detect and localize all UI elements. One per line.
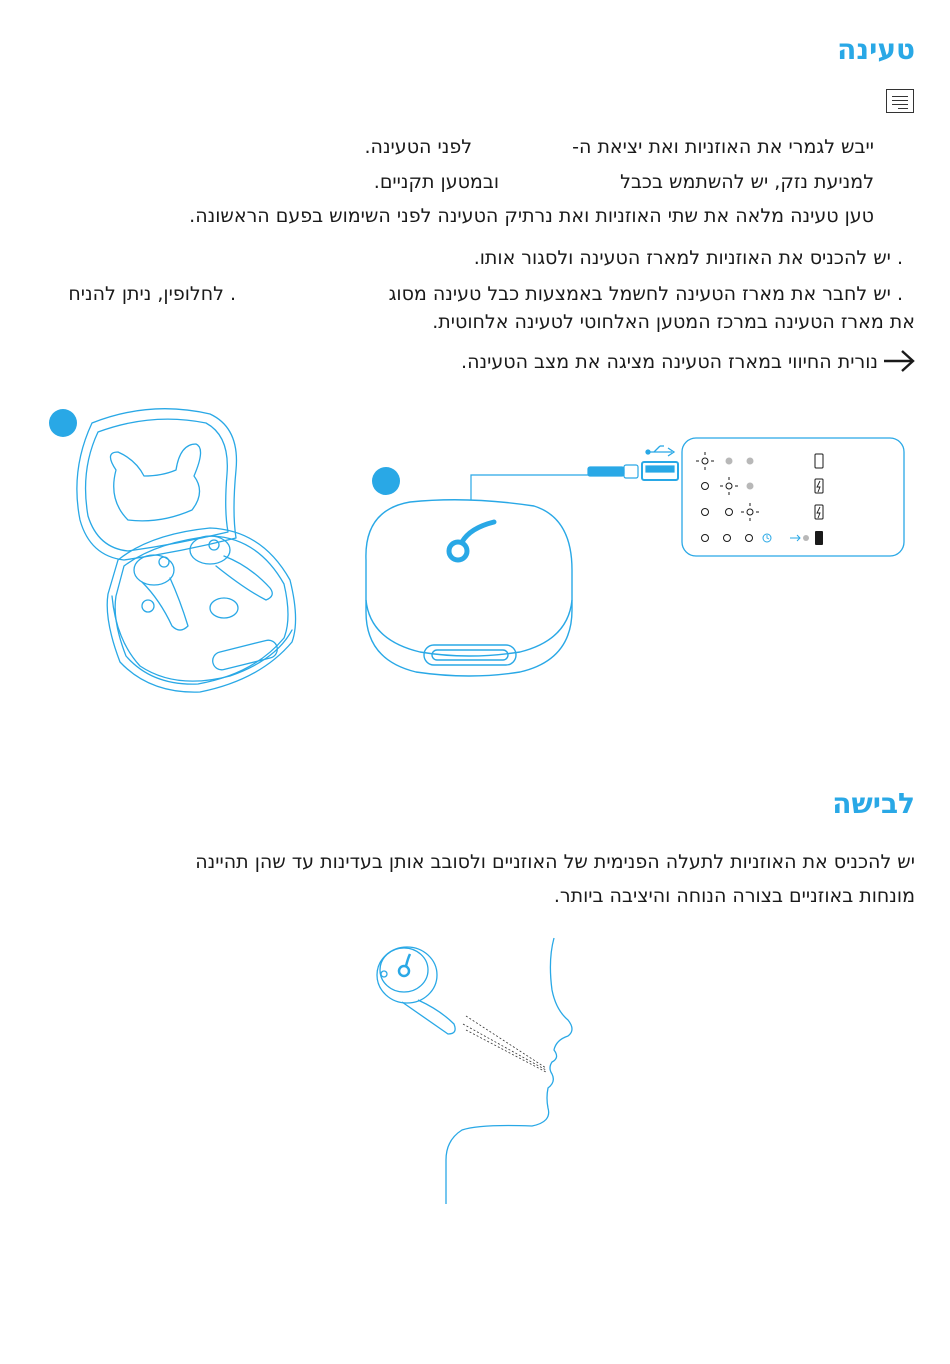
- wearing-line-1: יש להכניס את האוזניות לתעלה הפנימית של האוזניים ולסובב אותן בעדינות עד שהן תהיינה: [195, 851, 915, 873]
- charging-step-2: . יש לחבר את מארז הטעינה לחשמל באמצעות כבל טעינה מסוג: [388, 283, 903, 305]
- led-row-1: [696, 452, 823, 470]
- charging-line-damage: למניעת נזק, יש להשתמש בכבל: [620, 171, 874, 193]
- charging-line-dry-end: לפני הטעינה.: [364, 136, 472, 158]
- charging-step-2-alt: . לחלופין, ניתן להניח: [68, 283, 236, 305]
- charging-line-damage-end: ובמטען תקניים.: [373, 171, 499, 193]
- clock-icon: [763, 534, 771, 542]
- earbud-left: [134, 555, 188, 630]
- case-lid: [77, 409, 237, 560]
- charging-heading: טעינה: [837, 33, 915, 66]
- usb-icon: [646, 446, 674, 456]
- ear-direction-lines: [463, 1016, 546, 1072]
- case-body: [107, 528, 295, 692]
- led-row-4: [702, 531, 824, 545]
- charging-step-2-cont: את מארז הטעינה במרכז המטען האלחוטי לטעינה אלחוטית.: [432, 311, 915, 333]
- wearing-heading: לבישה: [832, 787, 915, 820]
- led-row-3: [702, 503, 824, 521]
- wearing-earbud: [377, 947, 455, 1034]
- led-row-2: [702, 477, 824, 495]
- closed-case: [366, 500, 572, 676]
- charging-line-first-use: טען טעינה מלאה את שתי האוזניות ואת נרתיק הטעינה לפני השימוש בפעם הראשונה.: [189, 205, 874, 227]
- face-profile: [446, 938, 572, 1204]
- charging-line-dry: ייבש לגמרי את האוזניות ואת יציאת ה-: [572, 136, 874, 158]
- charging-led-note: נורית החיווי במארז הטעינה מציגה את מצב הטעינה.: [461, 351, 878, 373]
- usb-cable: [471, 462, 678, 500]
- soundcore-logo: [449, 522, 494, 560]
- wearing-line-2: מונחות באוזניים בצורה הנוחה והיציבה ביותר.: [553, 885, 915, 907]
- led-status-panel: [682, 438, 904, 556]
- charging-step-1: . יש להכניס את האוזניות למארז הטעינה ולסגור אותו.: [473, 247, 903, 269]
